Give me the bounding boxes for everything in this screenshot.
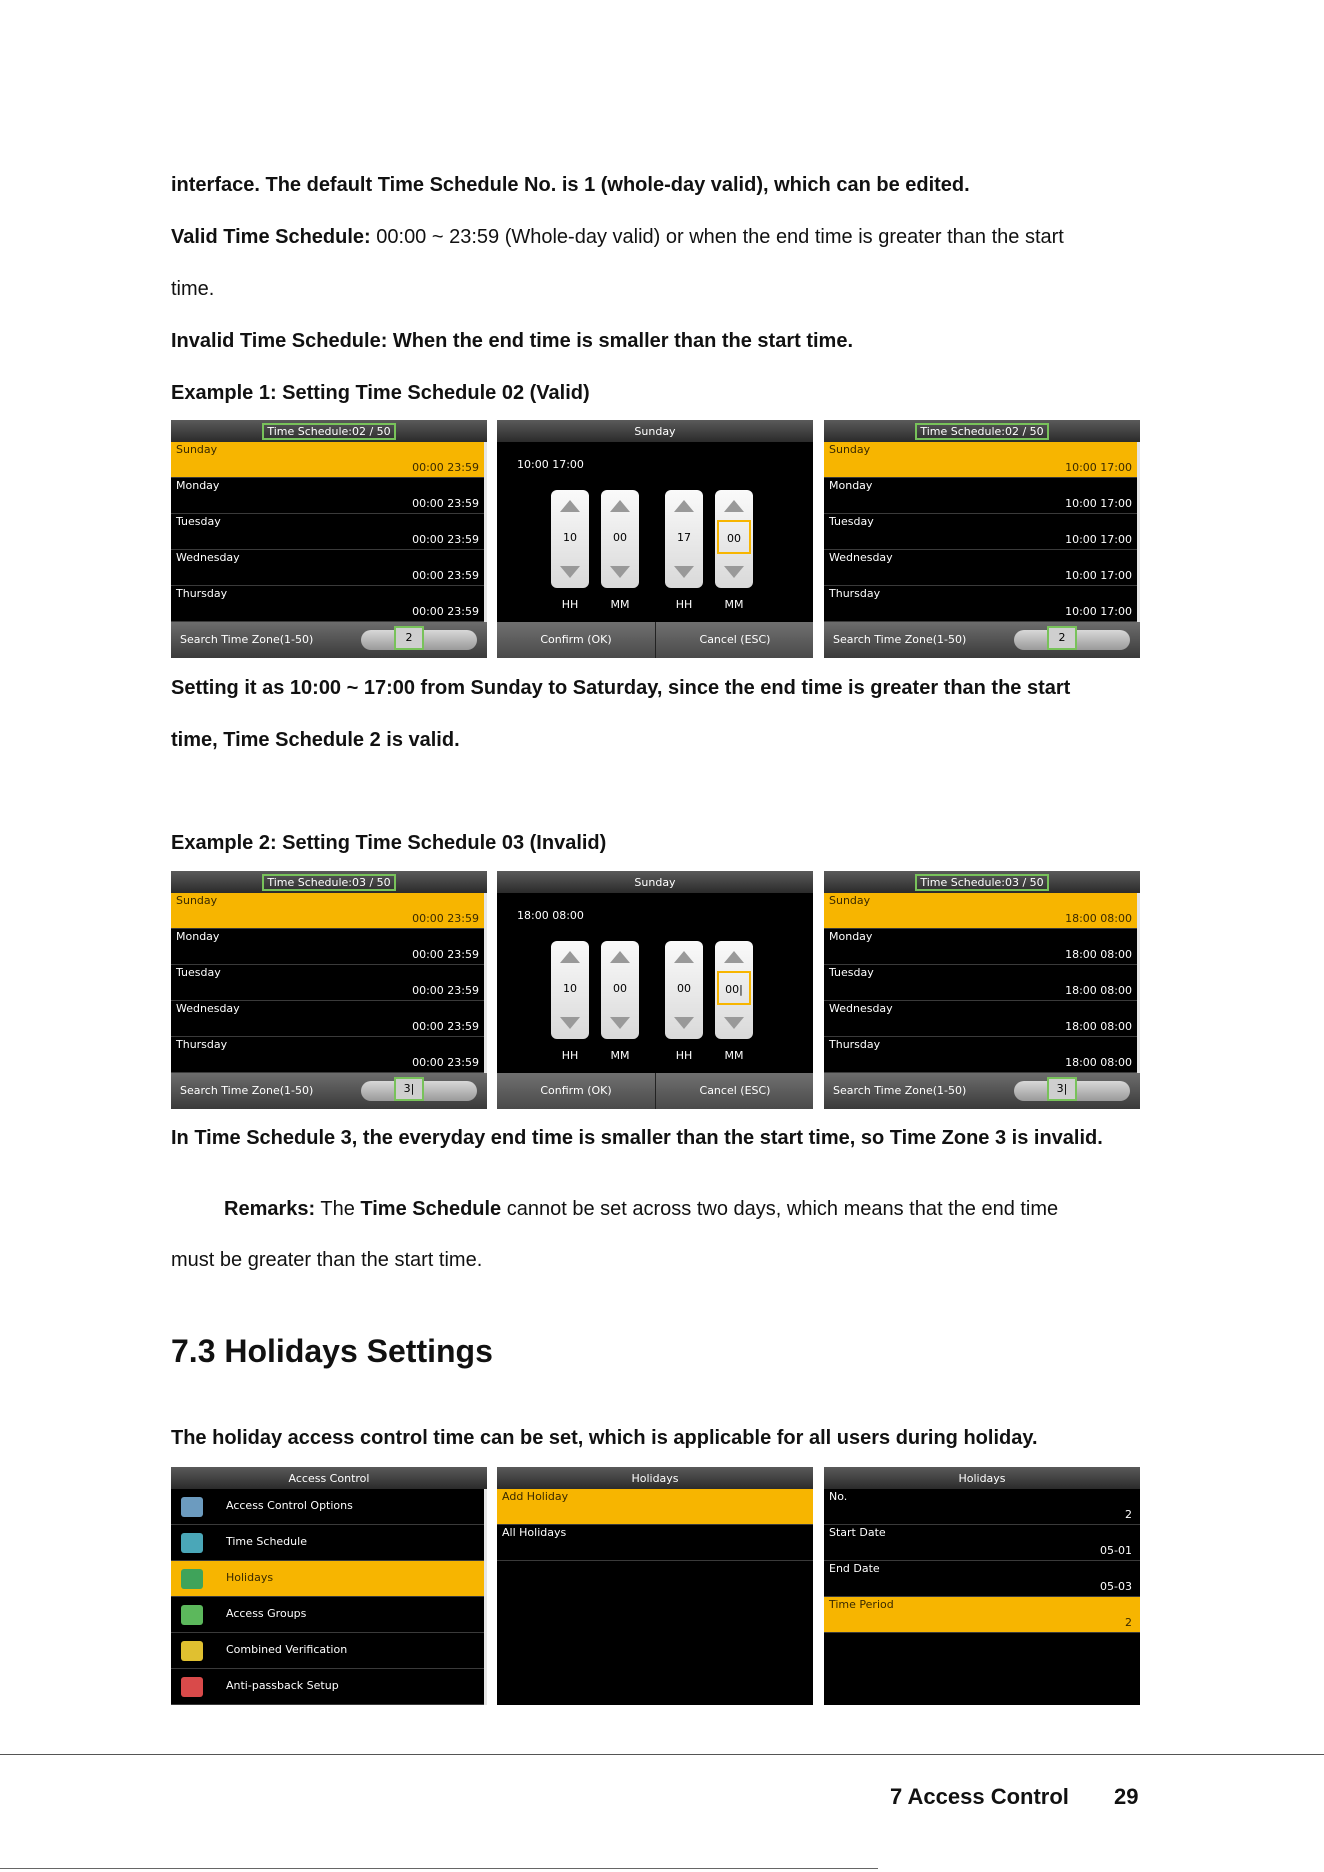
- remarks-emphasis: Time Schedule: [360, 1198, 502, 1220]
- arrow-down-icon[interactable]: [560, 1017, 580, 1029]
- time-range: 10:00 17:00: [1065, 533, 1132, 546]
- day-label: Sunday: [176, 894, 218, 907]
- menu-item-add-holiday[interactable]: [497, 1489, 813, 1525]
- day-label: Thursday: [176, 1038, 228, 1051]
- spinner-value: 00|: [717, 971, 751, 1005]
- time-range: 00:00 23:59: [412, 461, 479, 474]
- time-range: 10:00 17:00: [1065, 497, 1132, 510]
- day-label: Sunday: [829, 894, 871, 907]
- day-label: Monday: [829, 930, 873, 943]
- search-bar: [171, 622, 487, 658]
- field-value: 2: [1125, 1616, 1132, 1629]
- minute-start-spinner[interactable]: [601, 941, 639, 1039]
- day-row[interactable]: [824, 550, 1140, 586]
- search-input[interactable]: 2: [394, 626, 424, 650]
- schedule-title: Time Schedule:02 / 50: [262, 423, 395, 440]
- field-value: 05-03: [1100, 1580, 1132, 1593]
- scrollbar[interactable]: [484, 442, 487, 622]
- form-row-end-date[interactable]: [824, 1561, 1140, 1597]
- time-range: 10:00 17:00: [1065, 569, 1132, 582]
- time-range: 00:00 23:59: [412, 1020, 479, 1033]
- day-row[interactable]: [824, 586, 1140, 622]
- remarks-label: Remarks:: [224, 1198, 316, 1220]
- day-row[interactable]: [824, 442, 1140, 478]
- ex2-time-editor: [497, 871, 813, 1109]
- day-row[interactable]: [171, 550, 487, 586]
- menu-item-access-groups[interactable]: [171, 1597, 487, 1633]
- spinner-value: 10: [563, 531, 577, 544]
- clock-icon: [181, 1533, 203, 1553]
- paragraph-valid: [171, 225, 1064, 249]
- action-bar: [497, 1073, 813, 1109]
- spinner-label: HH: [561, 598, 579, 611]
- menu-item-label: Time Schedule: [226, 1535, 307, 1548]
- menu-item-all-holidays[interactable]: [497, 1525, 813, 1561]
- screen-header: [171, 420, 487, 442]
- search-label: Search Time Zone(1-50): [833, 633, 967, 646]
- screen-header: [497, 420, 813, 442]
- cancel-button[interactable]: Cancel (ESC): [699, 633, 771, 646]
- menu-item-combined-verification[interactable]: [171, 1633, 487, 1669]
- time-range: 18:00 08:00: [1065, 948, 1132, 961]
- search-input[interactable]: 2: [1047, 626, 1077, 650]
- valid-label: Valid Time Schedule:: [171, 226, 371, 248]
- day-row[interactable]: [824, 965, 1140, 1001]
- options-icon: [181, 1497, 203, 1517]
- menu-item-holidays[interactable]: [171, 1561, 487, 1597]
- menu-item-label: All Holidays: [502, 1526, 567, 1539]
- time-preview: 10:00 17:00: [517, 458, 584, 471]
- arrow-up-icon[interactable]: [610, 951, 630, 963]
- hour-start-spinner[interactable]: [551, 941, 589, 1039]
- day-row[interactable]: [171, 478, 487, 514]
- schedule-title: Time Schedule:03 / 50: [262, 874, 395, 891]
- day-row[interactable]: [824, 514, 1140, 550]
- paragraph-intro: interface. The default Time Schedule No. is 1 (whole-day valid), which can be edited.: [171, 174, 970, 196]
- spinner-value: 00: [613, 531, 627, 544]
- time-range: 18:00 08:00: [1065, 912, 1132, 925]
- arrow-up-icon[interactable]: [724, 951, 744, 963]
- day-row[interactable]: [171, 1001, 487, 1037]
- spinner-value: 00: [613, 982, 627, 995]
- page-number: 29: [1114, 1784, 1139, 1809]
- day-label: Monday: [176, 479, 220, 492]
- arrow-down-icon[interactable]: [674, 566, 694, 578]
- menu-title: Access Control: [288, 1472, 370, 1485]
- form-row-number[interactable]: [824, 1489, 1140, 1525]
- spinner-label: HH: [561, 1049, 579, 1062]
- field-value: 2: [1125, 1508, 1132, 1521]
- ex1-schedule-list-before: [171, 420, 487, 658]
- paragraph-valid-cont: time.: [171, 278, 215, 300]
- day-label: Monday: [176, 930, 220, 943]
- search-bar: [824, 1073, 1140, 1109]
- example1-caption-line1: Setting it as 10:00 ~ 17:00 from Sunday to Saturday, since the end time is greater than the start: [171, 677, 1071, 699]
- search-label: Search Time Zone(1-50): [180, 1084, 314, 1097]
- search-bar: [824, 622, 1140, 658]
- arrow-down-icon[interactable]: [610, 1017, 630, 1029]
- arrow-up-icon[interactable]: [610, 500, 630, 512]
- spinner-label: HH: [675, 598, 693, 611]
- example1-caption-line2: time, Time Schedule 2 is valid.: [171, 729, 460, 751]
- example2-heading: Example 2: Setting Time Schedule 03 (Invalid): [171, 832, 607, 854]
- arrow-up-icon[interactable]: [674, 951, 694, 963]
- day-label: Wednesday: [176, 551, 240, 564]
- anti-passback-icon: [181, 1677, 203, 1697]
- holidays-menu: [497, 1467, 813, 1705]
- screen-header: [497, 1467, 813, 1489]
- footer-section: 7 Access Control: [890, 1784, 1069, 1809]
- field-label: No.: [829, 1490, 848, 1503]
- spinner-label: MM: [724, 598, 744, 611]
- remarks-text: cannot be set across two days, which means that the end time: [501, 1198, 1059, 1220]
- schedule-title: Time Schedule:02 / 50: [915, 423, 1048, 440]
- arrow-down-icon[interactable]: [560, 566, 580, 578]
- example2-caption: In Time Schedule 3, the everyday end time is smaller than the start time, so Time Zone 3 is invalid.: [171, 1127, 1103, 1149]
- time-range: 00:00 23:59: [412, 605, 479, 618]
- arrow-up-icon[interactable]: [560, 951, 580, 963]
- time-range: 00:00 23:59: [412, 912, 479, 925]
- day-row[interactable]: [824, 893, 1140, 929]
- time-range: 10:00 17:00: [1065, 605, 1132, 618]
- time-range: 18:00 08:00: [1065, 1056, 1132, 1069]
- cancel-button[interactable]: Cancel (ESC): [699, 1084, 771, 1097]
- spinner-value: 10: [563, 982, 577, 995]
- remarks-text: The: [315, 1198, 361, 1220]
- hour-end-spinner[interactable]: [665, 941, 703, 1039]
- time-range: 00:00 23:59: [412, 533, 479, 546]
- holiday-intro: The holiday access control time can be set, which is applicable for all users during holiday.: [171, 1427, 1038, 1449]
- day-label: Tuesday: [829, 515, 874, 528]
- field-label: Start Date: [829, 1526, 886, 1539]
- menu-item-label: Holidays: [226, 1571, 274, 1584]
- group-icon: [181, 1605, 203, 1625]
- screen-header: [497, 871, 813, 893]
- day-row[interactable]: [171, 1037, 487, 1073]
- arrow-down-icon[interactable]: [610, 566, 630, 578]
- minute-end-spinner[interactable]: [715, 941, 753, 1039]
- scrollbar[interactable]: [1137, 442, 1140, 622]
- spinner-value: 00: [717, 520, 751, 554]
- field-value: 05-01: [1100, 1544, 1132, 1557]
- day-row[interactable]: [824, 1001, 1140, 1037]
- form-row-time-period[interactable]: [824, 1597, 1140, 1633]
- menu-item-anti-passback[interactable]: [171, 1669, 487, 1705]
- day-row[interactable]: [171, 929, 487, 965]
- search-label: Search Time Zone(1-50): [833, 1084, 967, 1097]
- day-label: Wednesday: [176, 1002, 240, 1015]
- confirm-button[interactable]: Confirm (OK): [540, 633, 612, 646]
- day-row[interactable]: [171, 442, 487, 478]
- day-label: Wednesday: [829, 551, 893, 564]
- footer-rule: [0, 1754, 1324, 1755]
- menu-item-label: Combined Verification: [226, 1643, 348, 1656]
- scrollbar[interactable]: [484, 893, 487, 1073]
- valid-text: 00:00 ~ 23:59 (Whole-day valid) or when the end time is greater than the start: [370, 226, 1064, 248]
- editor-title: Sunday: [634, 425, 676, 438]
- arrow-down-icon[interactable]: [724, 566, 744, 578]
- screen-header: [824, 871, 1140, 893]
- ex2-schedule-list-after: [824, 871, 1140, 1109]
- menu-item-time-schedule[interactable]: [171, 1525, 487, 1561]
- time-range: 00:00 23:59: [412, 569, 479, 582]
- time-range: 18:00 08:00: [1065, 1020, 1132, 1033]
- field-label: Time Period: [829, 1598, 894, 1611]
- paragraph-invalid: Invalid Time Schedule: When the end time is smaller than the start time.: [171, 330, 854, 352]
- time-range: 18:00 08:00: [1065, 984, 1132, 997]
- menu-item-access-control-options[interactable]: [171, 1489, 487, 1525]
- arrow-up-icon[interactable]: [724, 500, 744, 512]
- ex2-schedule-list-before: [171, 871, 487, 1109]
- example1-heading: Example 1: Setting Time Schedule 02 (Valid): [171, 382, 590, 404]
- day-label: Thursday: [829, 587, 881, 600]
- day-label: Sunday: [176, 443, 218, 456]
- search-label: Search Time Zone(1-50): [180, 633, 314, 646]
- bottom-rule: [0, 1868, 878, 1869]
- spinner-label: MM: [724, 1049, 744, 1062]
- time-range: 00:00 23:59: [412, 948, 479, 961]
- search-input[interactable]: 3|: [394, 1077, 424, 1101]
- menu-title: Holidays: [631, 1472, 679, 1485]
- menu-item-label: Access Control Options: [226, 1499, 353, 1512]
- minute-end-spinner[interactable]: [715, 490, 753, 588]
- remarks-paragraph-cont: must be greater than the start time.: [171, 1249, 483, 1271]
- screen-header: [824, 420, 1140, 442]
- day-row[interactable]: [171, 893, 487, 929]
- day-row[interactable]: [824, 478, 1140, 514]
- day-row[interactable]: [171, 514, 487, 550]
- screen-header: [171, 1467, 487, 1489]
- arrow-down-icon[interactable]: [674, 1017, 694, 1029]
- spinner-label: MM: [610, 598, 630, 611]
- remarks-paragraph: [224, 1197, 1058, 1221]
- minute-start-spinner[interactable]: [601, 490, 639, 588]
- screen-header: [824, 1467, 1140, 1489]
- holiday-form: [824, 1467, 1140, 1705]
- editor-title: Sunday: [634, 876, 676, 889]
- day-label: Monday: [829, 479, 873, 492]
- day-row[interactable]: [171, 586, 487, 622]
- scrollbar[interactable]: [1137, 893, 1140, 1073]
- search-bar: [171, 1073, 487, 1109]
- arrow-down-icon[interactable]: [724, 1017, 744, 1029]
- day-label: Wednesday: [829, 1002, 893, 1015]
- time-range: 10:00 17:00: [1065, 461, 1132, 474]
- spinner-value: 17: [677, 531, 691, 544]
- hour-start-spinner[interactable]: [551, 490, 589, 588]
- day-label: Sunday: [829, 443, 871, 456]
- menu-item-label: Anti-passback Setup: [226, 1679, 339, 1692]
- calendar-icon: [181, 1569, 203, 1589]
- scrollbar[interactable]: [484, 1489, 487, 1705]
- access-control-menu: [171, 1467, 487, 1705]
- spinner-label: HH: [675, 1049, 693, 1062]
- verification-icon: [181, 1641, 203, 1661]
- ex1-time-editor: [497, 420, 813, 658]
- day-row[interactable]: [171, 965, 487, 1001]
- day-label: Tuesday: [176, 515, 221, 528]
- day-label: Tuesday: [829, 966, 874, 979]
- spinner-value: 00: [677, 982, 691, 995]
- schedule-title: Time Schedule:03 / 50: [915, 874, 1048, 891]
- screen-header: [171, 871, 487, 893]
- arrow-up-icon[interactable]: [560, 500, 580, 512]
- hour-end-spinner[interactable]: [665, 490, 703, 588]
- day-row[interactable]: [824, 1037, 1140, 1073]
- spinner-label: MM: [610, 1049, 630, 1062]
- section-heading: 7.3 Holidays Settings: [171, 1333, 493, 1369]
- menu-item-label: Add Holiday: [502, 1490, 569, 1503]
- search-input[interactable]: 3|: [1047, 1077, 1077, 1101]
- day-label: Thursday: [829, 1038, 881, 1051]
- arrow-up-icon[interactable]: [674, 500, 694, 512]
- time-preview: 18:00 08:00: [517, 909, 584, 922]
- ex1-schedule-list-after: [824, 420, 1140, 658]
- menu-item-label: Access Groups: [226, 1607, 307, 1620]
- confirm-button[interactable]: Confirm (OK): [540, 1084, 612, 1097]
- form-title: Holidays: [958, 1472, 1006, 1485]
- day-row[interactable]: [824, 929, 1140, 965]
- form-row-start-date[interactable]: [824, 1525, 1140, 1561]
- field-label: End Date: [829, 1562, 880, 1575]
- time-range: 00:00 23:59: [412, 497, 479, 510]
- time-range: 00:00 23:59: [412, 984, 479, 997]
- day-label: Tuesday: [176, 966, 221, 979]
- day-label: Thursday: [176, 587, 228, 600]
- action-bar: [497, 622, 813, 658]
- time-range: 00:00 23:59: [412, 1056, 479, 1069]
